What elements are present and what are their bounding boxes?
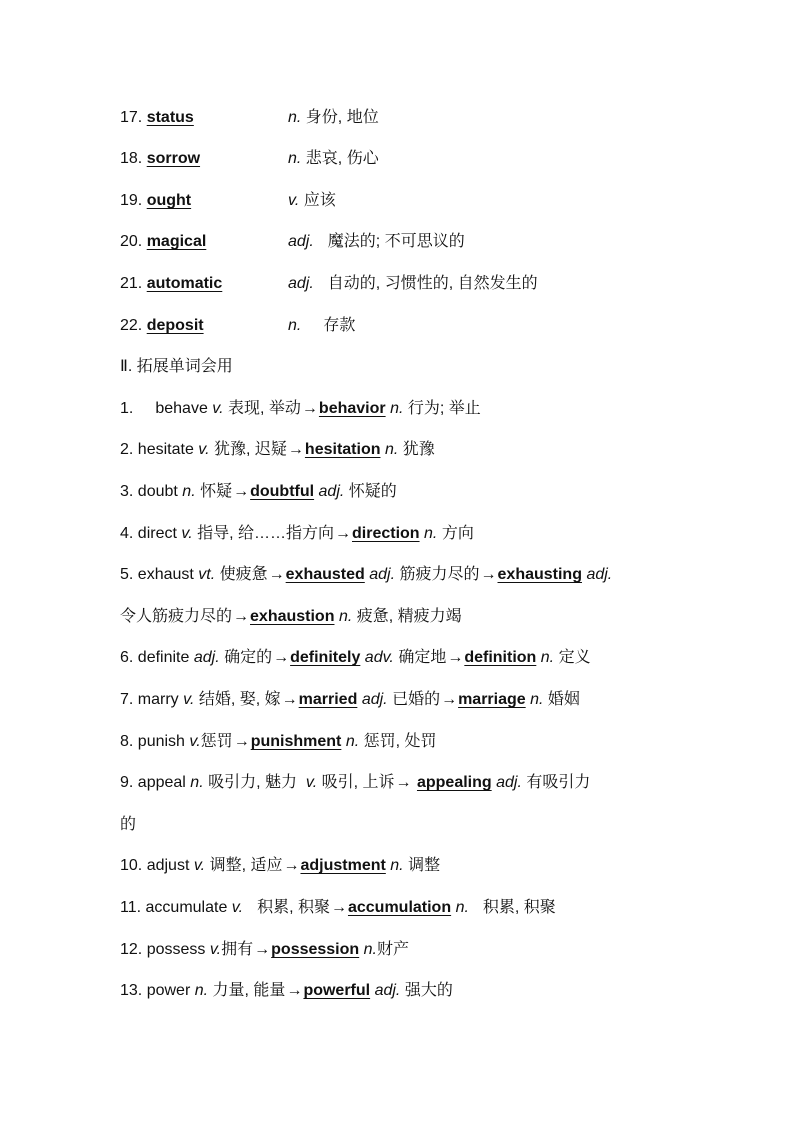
item-number: 20.: [120, 233, 143, 250]
answer-pos: n.: [363, 941, 377, 958]
meaning: 积累, 积聚: [257, 899, 330, 916]
item-number: 11.: [120, 899, 142, 916]
meaning: 犹豫, 迟疑: [214, 441, 287, 458]
part-of-speech: n.: [288, 150, 302, 167]
arrow-icon: →: [283, 857, 300, 874]
answer-pos: n.: [424, 525, 438, 542]
arrow-icon: →: [287, 441, 304, 458]
part-of-speech: n.: [288, 317, 302, 334]
answer-word: exhausted: [285, 566, 365, 583]
answer-pos: n.: [455, 899, 469, 916]
part-of-speech-2: v.: [305, 774, 318, 791]
part-of-speech: n.: [288, 109, 302, 126]
arrow-icon: →: [233, 733, 250, 750]
answer-word-2: exhausting: [497, 566, 582, 583]
part-of-speech: v.: [209, 941, 222, 958]
answer-meaning: 怀疑的: [348, 483, 397, 500]
answer-meaning: 方向: [441, 525, 474, 542]
vocab-word: ought: [146, 192, 192, 209]
extend-item: [120, 440, 435, 460]
vocab-definition: [288, 149, 379, 169]
answer-meaning-2: 婚姻: [547, 691, 580, 708]
answer-pos: adj.: [496, 774, 522, 791]
item-number: 10.: [120, 857, 143, 874]
part-of-speech: n.: [182, 483, 196, 500]
answer-meaning: 财产: [376, 941, 409, 958]
base-word: power: [146, 982, 191, 999]
item-number: 13.: [120, 982, 143, 999]
base-word: adjust: [146, 857, 190, 874]
meaning: 存款: [323, 317, 356, 334]
part-of-speech: v.: [198, 441, 210, 458]
item-number: 7.: [120, 691, 134, 708]
answer-word: married: [298, 691, 358, 708]
answer-word: hesitation: [304, 441, 381, 458]
answer-word: direction: [352, 525, 420, 542]
base-word: exhaust: [137, 566, 194, 583]
answer-meaning: 积累, 积聚: [482, 899, 556, 916]
answer-word: punishment: [250, 733, 342, 750]
item-number: 1.: [120, 400, 134, 417]
extend-item: [120, 732, 437, 752]
answer-word: doubtful: [250, 483, 315, 500]
part-of-speech: v.: [183, 691, 195, 708]
meaning: 吸引力, 魅力: [208, 774, 297, 791]
arrow-icon: →: [273, 649, 290, 666]
item-number: 22.: [120, 317, 143, 334]
extend-item: [120, 565, 612, 585]
vocab-definition: [288, 191, 336, 211]
extend-item: [120, 856, 440, 876]
answer-pos-2: n.: [530, 691, 544, 708]
arrow-icon: →: [301, 400, 318, 417]
meaning: 怀疑: [200, 483, 233, 500]
extend-item: [120, 648, 591, 668]
meaning: 应该: [303, 192, 336, 209]
meaning: 自动的, 习惯性的, 自然发生的: [327, 275, 538, 292]
base-word: marry: [137, 691, 179, 708]
answer-meaning: 行为; 举止: [407, 400, 481, 417]
part-of-speech: adj.: [288, 275, 314, 292]
arrow-icon: →: [286, 982, 303, 999]
answer-word: possession: [271, 941, 360, 958]
vocab-word: magical: [146, 233, 207, 250]
vocab-word: automatic: [146, 275, 223, 292]
item-number: 3.: [120, 483, 134, 500]
item-number: 5.: [120, 566, 134, 583]
part-of-speech: v.: [193, 857, 206, 874]
vocab-word: status: [146, 109, 194, 126]
item-number: 9.: [120, 774, 134, 791]
part-of-speech: v.: [212, 400, 224, 417]
meaning: 惩罚: [200, 733, 233, 750]
answer-meaning: 已婚的: [392, 691, 441, 708]
base-word: appeal: [137, 774, 186, 791]
answer-pos: adj.: [361, 691, 388, 708]
arrow-icon: →: [480, 566, 497, 583]
extend-item: [120, 482, 397, 502]
vocab-item: [120, 108, 379, 128]
answer-meaning: 有吸引力: [526, 774, 591, 791]
part-of-speech: n.: [194, 982, 209, 999]
answer-word: powerful: [303, 982, 371, 999]
arrow-icon: →: [254, 941, 271, 958]
extend-item: [120, 898, 556, 918]
vocab-word: deposit: [146, 317, 204, 334]
vocab-item: [120, 274, 538, 294]
part-of-speech: vt.: [198, 566, 216, 583]
answer-pos-3: n.: [338, 608, 353, 625]
arrow-icon: →: [447, 649, 464, 666]
meaning: 表现, 举动: [228, 400, 301, 417]
meaning: 确定的: [224, 649, 273, 666]
vocab-item: [120, 149, 379, 169]
meaning: 悲哀, 伤心: [305, 150, 379, 167]
vocab-definition: [288, 274, 538, 294]
extend-item: [120, 981, 453, 1001]
answer-meaning: 确定地: [398, 649, 447, 666]
meaning: 结婚, 娶, 嫁: [198, 691, 281, 708]
answer-word: definitely: [290, 649, 361, 666]
arrow-icon: →: [395, 774, 412, 791]
answer-pos: n.: [390, 857, 404, 874]
part-of-speech: v.: [189, 733, 201, 750]
meaning: 调整, 适应: [209, 857, 283, 874]
extend-item-continued: [120, 607, 462, 627]
answer-pos: n.: [390, 400, 404, 417]
base-word: direct: [137, 525, 177, 542]
answer-word: adjustment: [300, 857, 386, 874]
vocab-item: [120, 232, 465, 252]
extend-item: [120, 399, 481, 419]
part-of-speech: adj.: [288, 233, 314, 250]
arrow-icon: →: [268, 566, 285, 583]
meaning-2: 吸引, 上诉: [321, 774, 395, 791]
meaning: 指导, 给……指方向: [197, 525, 334, 542]
item-number: 17.: [120, 109, 143, 126]
answer-pos: n.: [384, 441, 399, 458]
answer-meaning-2: 令人筋疲力尽的: [120, 608, 233, 625]
answer-pos-2: adj.: [586, 566, 613, 583]
answer-pos: adj.: [374, 982, 401, 999]
item-number: 18.: [120, 150, 143, 167]
part-of-speech: adj.: [193, 649, 220, 666]
answer-meaning: 惩罚, 处罚: [363, 733, 437, 750]
answer-meaning-2: 定义: [558, 649, 591, 666]
vocab-item: [120, 316, 356, 336]
part-of-speech: n.: [190, 774, 204, 791]
arrow-icon: →: [233, 608, 250, 625]
vocab-word: sorrow: [146, 150, 201, 167]
base-word: definite: [137, 649, 190, 666]
vocab-definition: [288, 316, 355, 336]
answer-word: behavior: [318, 400, 386, 417]
answer-word: accumulation: [347, 899, 452, 916]
answer-word-3: exhaustion: [250, 608, 335, 625]
item-number: 2.: [120, 441, 134, 458]
vocab-definition: [288, 232, 465, 252]
base-word: hesitate: [137, 441, 194, 458]
part-of-speech: v.: [288, 192, 300, 209]
extend-item-continued: [120, 815, 136, 835]
answer-meaning: 强大的: [404, 982, 453, 999]
vocab-definition: [288, 108, 379, 128]
arrow-icon: →: [281, 691, 298, 708]
answer-meaning-3: 疲惫, 精疲力竭: [356, 608, 462, 625]
answer-pos-2: n.: [540, 649, 555, 666]
base-word: possess: [146, 941, 206, 958]
vocab-item: [120, 191, 336, 211]
meaning: 身份, 地位: [305, 109, 379, 126]
item-number: 12.: [120, 941, 143, 958]
item-number: 21.: [120, 275, 143, 292]
answer-word: appealing: [416, 774, 492, 791]
item-number: 6.: [120, 649, 134, 666]
arrow-icon: →: [441, 691, 458, 708]
answer-pos: n.: [345, 733, 360, 750]
base-word: behave: [155, 400, 208, 417]
meaning: 拥有: [221, 941, 254, 958]
item-number: 8.: [120, 733, 134, 750]
meaning: 力量, 能量: [212, 982, 286, 999]
base-word: doubt: [137, 483, 178, 500]
meaning: 魔法的; 不可思议的: [327, 233, 465, 250]
answer-pos: adj.: [369, 566, 396, 583]
base-word: punish: [137, 733, 185, 750]
part-of-speech: v.: [231, 899, 244, 916]
extend-item: [120, 773, 590, 793]
answer-meaning-cont: 的: [120, 816, 137, 833]
item-number: 4.: [120, 525, 134, 542]
answer-pos: adj.: [318, 483, 345, 500]
section-title: Ⅱ. 拓展单词会用: [120, 358, 233, 375]
extend-item: [120, 690, 580, 710]
answer-meaning: 筋疲力尽的: [399, 566, 480, 583]
base-word: accumulate: [145, 899, 228, 916]
meaning: 使疲惫: [219, 566, 268, 583]
answer-word-2: definition: [464, 649, 537, 666]
arrow-icon: →: [233, 483, 250, 500]
extend-item: [120, 524, 474, 544]
part-of-speech: v.: [181, 525, 193, 542]
arrow-icon: →: [335, 525, 351, 542]
item-number: 19.: [120, 192, 143, 209]
answer-pos: adv.: [364, 649, 394, 666]
answer-meaning: 调整: [408, 857, 441, 874]
answer-meaning: 犹豫: [402, 441, 435, 458]
answer-word-2: marriage: [458, 691, 526, 708]
arrow-icon: →: [330, 899, 347, 916]
extend-item: [120, 940, 409, 960]
